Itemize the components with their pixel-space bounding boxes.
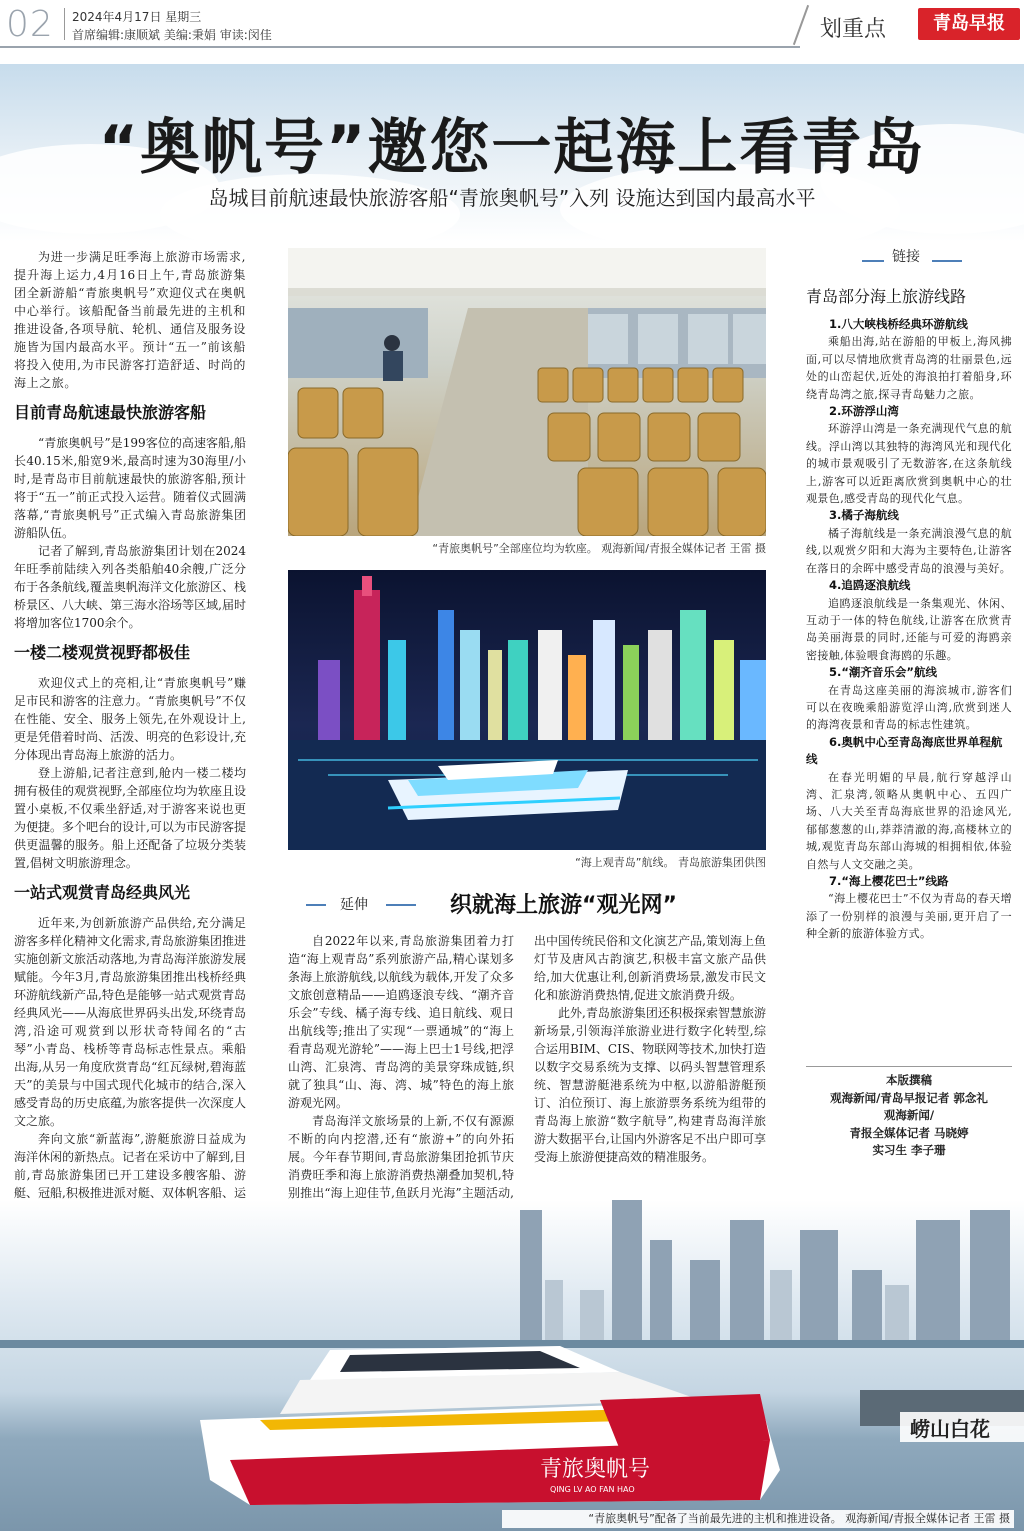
subhead-one-stop: 一站式观赏青岛经典风光 <box>14 883 191 902</box>
route-desc: 在春光明媚的早晨,航行穿越浮山湾、汇泉湾,领略从奥帆中心、五四广场、八大关至青岛海底世界的沿途风光,郁郁葱葱的山,莽莽清澈的海,高楼林立的城,观览青岛东部山海城的相拥相依,体验自然与人文交融之美。 <box>806 770 1012 871</box>
credit-line: 观海新闻/青岛早报记者 郭念礼 <box>830 1090 988 1105</box>
credit-line: 青报全媒体记者 马晓婷 <box>849 1125 969 1140</box>
route-desc: 乘船出海,站在游船的甲板上,海风拂面,可以尽情地欣赏青岛湾的壮丽景色,远处的山峦起伏,近处的海浪拍打着船身,环绕青岛湾之旅,探寻青岛魅力之旅。 <box>806 335 1012 401</box>
extension-heading: 织就海上旅游“观光网” <box>450 893 677 918</box>
header-slash <box>793 5 809 45</box>
paragraph: 登上游船,记者注意到,舱内一楼二楼均拥有极佳的观赏视野,全部座位均为软座且设置小桌板,不仅乘坐舒适,对于游客来说也更为便捷。多个吧台的设计,可以为市民游客提供更温馨的服务。船上还配备了垃圾分类装置,倡树文明旅游理念。 <box>14 766 246 870</box>
route-name: 5.“潮齐音乐会”航线 <box>829 665 937 680</box>
route-name: 4.追鸥逐浪航线 <box>829 578 911 593</box>
tag-bar <box>932 260 962 262</box>
billboard-text: 崂山白花 <box>910 1417 990 1441</box>
night-skyline-illustration <box>288 570 766 850</box>
paragraph: 奔向文旅“新蓝海”,游艇旅游日益成为海洋休闲的新热点。记者在采访中了解到,目前,青岛旅游集团已开工建设多艘客船、游艇、冠船,积极推进派对艇、双体帆客船、运 <box>14 1132 246 1200</box>
credits-divider <box>806 1066 1012 1067</box>
route-desc: 橘子海航线是一条充满浪漫气息的航线,以观赏夕阳和大海为主要特色,让游客在落日的余晖中感受青岛的浪漫与美好。 <box>806 526 1012 575</box>
route-desc: “海上樱花巴士”不仅为青岛的春天增添了一份别样的浪漫与美丽,更开启了一种全新的旅游体验方式。 <box>806 892 1012 941</box>
route-name: 2.环游浮山湾 <box>829 404 899 419</box>
left-article-column <box>14 248 246 1348</box>
cabin-photo-caption: “青旅奥帆号”全部座位均为软座。 观海新闻/青报全媒体记者 王雷 摄 <box>432 542 766 555</box>
ferry-photo-caption: “青旅奥帆号”配备了当前最先进的主机和推进设备。 观海新闻/青报全媒体记者 王雷 摄 <box>502 1510 1014 1528</box>
route-desc: 在青岛这座美丽的海滨城市,游客们可以在夜晚乘船游览浮山湾,欣赏到迷人的海湾夜景和青岛的标志性建筑。 <box>806 683 1012 732</box>
ship-name-en-text: QING LV AO FAN HAO <box>550 1485 635 1494</box>
routes-list <box>806 316 1012 943</box>
link-tag-label: 链接 <box>892 249 920 265</box>
route-item <box>806 316 1012 403</box>
route-name: 6.奥帆中心至青岛海底世界单程航线 <box>806 734 1003 767</box>
route-name: 3.橘子海航线 <box>829 508 899 523</box>
byline-credits <box>806 1072 1012 1160</box>
middle-column-a <box>288 932 514 1232</box>
route-desc: 环游浮山湾是一条充满现代气息的航线。浮山湾以其独特的海湾风光和现代化的城市景观吸引了无数游客,在这条航线上,游客可以近距离欣赏到奥帆中心的壮观景色,感受青岛的现代化气息。 <box>806 422 1012 506</box>
cabin-interior-illustration <box>288 248 766 536</box>
page-number: 02 <box>6 4 54 45</box>
credit-line: 实习生 李子珊 <box>872 1143 946 1157</box>
paragraph: 此外,青岛旅游集团还积极探索智慧旅游新场景,引领海洋旅游业进行数字化转型,综合运用BIM、CIS、物联网等技术,加快打造以数字交易系统为支撑、以码头智慧管理系统、智慧游艇港系统为中枢,以游船游艇预订、泊位预订、海上旅游票务系统为组带的青岛海上旅游“数字航导”,构建青岛海洋旅游大数据平台,让国内外游客足不出户即可享受海上旅游便捷高效的精准服务。 <box>534 1006 766 1164</box>
paragraph: 近年来,为创新旅游产品供给,充分满足游客多样化精神文化需求,青岛旅游集团推进实施创新文旅活动落地,为青岛海洋旅游发展赋能。今年3月,青岛旅游集团推出栈桥经典环游航线新产品,特色是能够一站式观赏青岛经典风光——从海底世界码头出发,环绕青岛湾,沿途可观赏到以形状奇特闻名的“古琴”小青岛、栈桥等青岛标志性景点。乘船出海,从另一角度欣赏青岛“红瓦绿树,碧海蓝天”的美景与中国式现代化城市的结合,深入感受青岛的历史底蕴,为旅客提供一次深度人文之旅。 <box>14 916 246 1128</box>
night-photo-caption: “海上观青岛”航线。 青岛旅游集团供图 <box>575 856 766 869</box>
ship-name-text: 青旅奥帆号 <box>540 1457 651 1482</box>
ferry-skyline-illustration <box>0 1200 1024 1531</box>
headline: “奥帆号”邀您一起海上看青岛 <box>98 113 926 183</box>
credit-line: 观海新闻/ <box>883 1108 935 1122</box>
header-rule <box>0 46 800 48</box>
routes-title: 青岛部分海上旅游线路 <box>806 287 967 306</box>
section-name: 划重点 <box>820 17 887 42</box>
route-item <box>806 403 1012 507</box>
date-line: 2024年4月17日 星期三 <box>72 10 202 24</box>
page-header <box>0 0 1024 48</box>
paragraph: “青旅奥帆号”是199客位的高速客船,船长40.15米,船宽9米,最高时速为30海里/小时,是青岛市目前航速最快的旅游客船,预计将于“五一”前正式投入运营。随着仪式圆满落幕,“青旅奥帆号”正式编入青岛旅游集团游船队伍。 <box>14 436 246 540</box>
editors-line: 首席编辑:康顺斌 美编:秉娟 审读:闵佳 <box>72 28 272 42</box>
paragraph: 欢迎仪式上的亮相,让“青旅奥帆号”赚足市民和游客的注意力。“青旅奥帆号”不仅在性能、安全、服务上领先,在外观设计上,更是凭借着时尚、活泼、明亮的色彩设计,充分体现出青岛海上旅游的活力。 <box>14 676 246 762</box>
ferry-photo <box>0 1200 1024 1531</box>
route-desc: 追鸥逐浪航线是一条集观光、休闲、互动于一体的特色航线,让游客在欣赏青岛美丽海景的同时,还能与可爱的海鸥亲密接触,体验喂食海鸥的乐趣。 <box>806 596 1012 662</box>
route-item <box>806 507 1012 577</box>
subhead-views: 一楼二楼观赏视野都极佳 <box>14 643 191 662</box>
brand-logo: 青岛早报 <box>918 8 1020 40</box>
tag-bar <box>306 904 326 906</box>
subhead-fastest-ship: 目前青岛航速最快旅游客船 <box>14 403 207 422</box>
hero-banner <box>0 64 1024 242</box>
tag-bar <box>862 260 884 262</box>
credit-line: 本版撰稿 <box>886 1073 932 1087</box>
middle-column-b <box>534 932 766 1192</box>
paragraph: 青岛海洋文旅场景的上新,不仅有源源不断的向内挖潜,还有“旅游+”的向外拓展。今年春节期间,青岛旅游集团抢抓节庆消费旺季和海上旅游消费热潮叠加契机,特别推出“海上迎佳节,鱼跃月光海”主题活动, <box>288 1114 514 1200</box>
paragraph: 出中国传统民俗和文化演艺产品,策划海上鱼灯节及唐风古韵演艺,积极丰富文旅产品供给,加大优惠让利,创新消费场景,激发市民文化和旅游消费热情,促进文旅消费升级。 <box>534 934 766 1002</box>
route-item <box>806 873 1012 943</box>
lead-paragraph: 为进一步满足旺季海上旅游市场需求,提升海上运力,4月16日上午,青岛旅游集团全新游船“青旅奥帆号”欢迎仪式在奥帆中心举行。该船配备当前最先进的主机和推进设备,各项导航、轮机、通信及服务设施皆为国内最高水平。预计“五一”前该船将投入使用,为市民游客打造舒适、时尚的海上之旅。 <box>14 250 246 390</box>
route-item <box>806 734 1012 873</box>
route-name: 7.“海上樱花巴士”线路 <box>829 874 949 888</box>
tag-bar <box>386 904 416 906</box>
route-item <box>806 577 1012 664</box>
extension-tag-label: 延伸 <box>340 897 368 913</box>
cabin-photo <box>288 248 766 536</box>
night-cruise-photo <box>288 570 766 850</box>
subheadline: 岛城目前航速最快旅游客船“青旅奥帆号”入列 设施达到国内最高水平 <box>208 186 816 210</box>
paragraph: 记者了解到,青岛旅游集团计划在2024年旺季前陆续入列各类船舶40余艘,广泛分布于各条航线,覆盖奥帆海洋文化旅游区、栈桥景区、八大峡、第三海水浴场等区域,届时将增加客位1700余个。 <box>14 544 246 630</box>
route-item <box>806 664 1012 734</box>
route-name: 1.八大峡栈桥经典环游航线 <box>829 317 968 331</box>
paragraph: 自2022年以来,青岛旅游集团着力打造“海上观青岛”系列旅游产品,精心谋划多条海上旅游航线,以航线为载体,开发了众多文旅创意精品——追鸥逐浪专线、“潮齐音乐会”专线、橘子海专线、追日航线、观日出航线等;推出了实现“一票通城”的“海上看青岛观光游轮”——海上巴士1号线,把浮山湾、汇泉湾、青岛湾的美景穿珠成链,织就了独具“山、海、湾、城”特色的海上旅游观光网。 <box>288 934 514 1110</box>
header-divider <box>64 8 65 40</box>
